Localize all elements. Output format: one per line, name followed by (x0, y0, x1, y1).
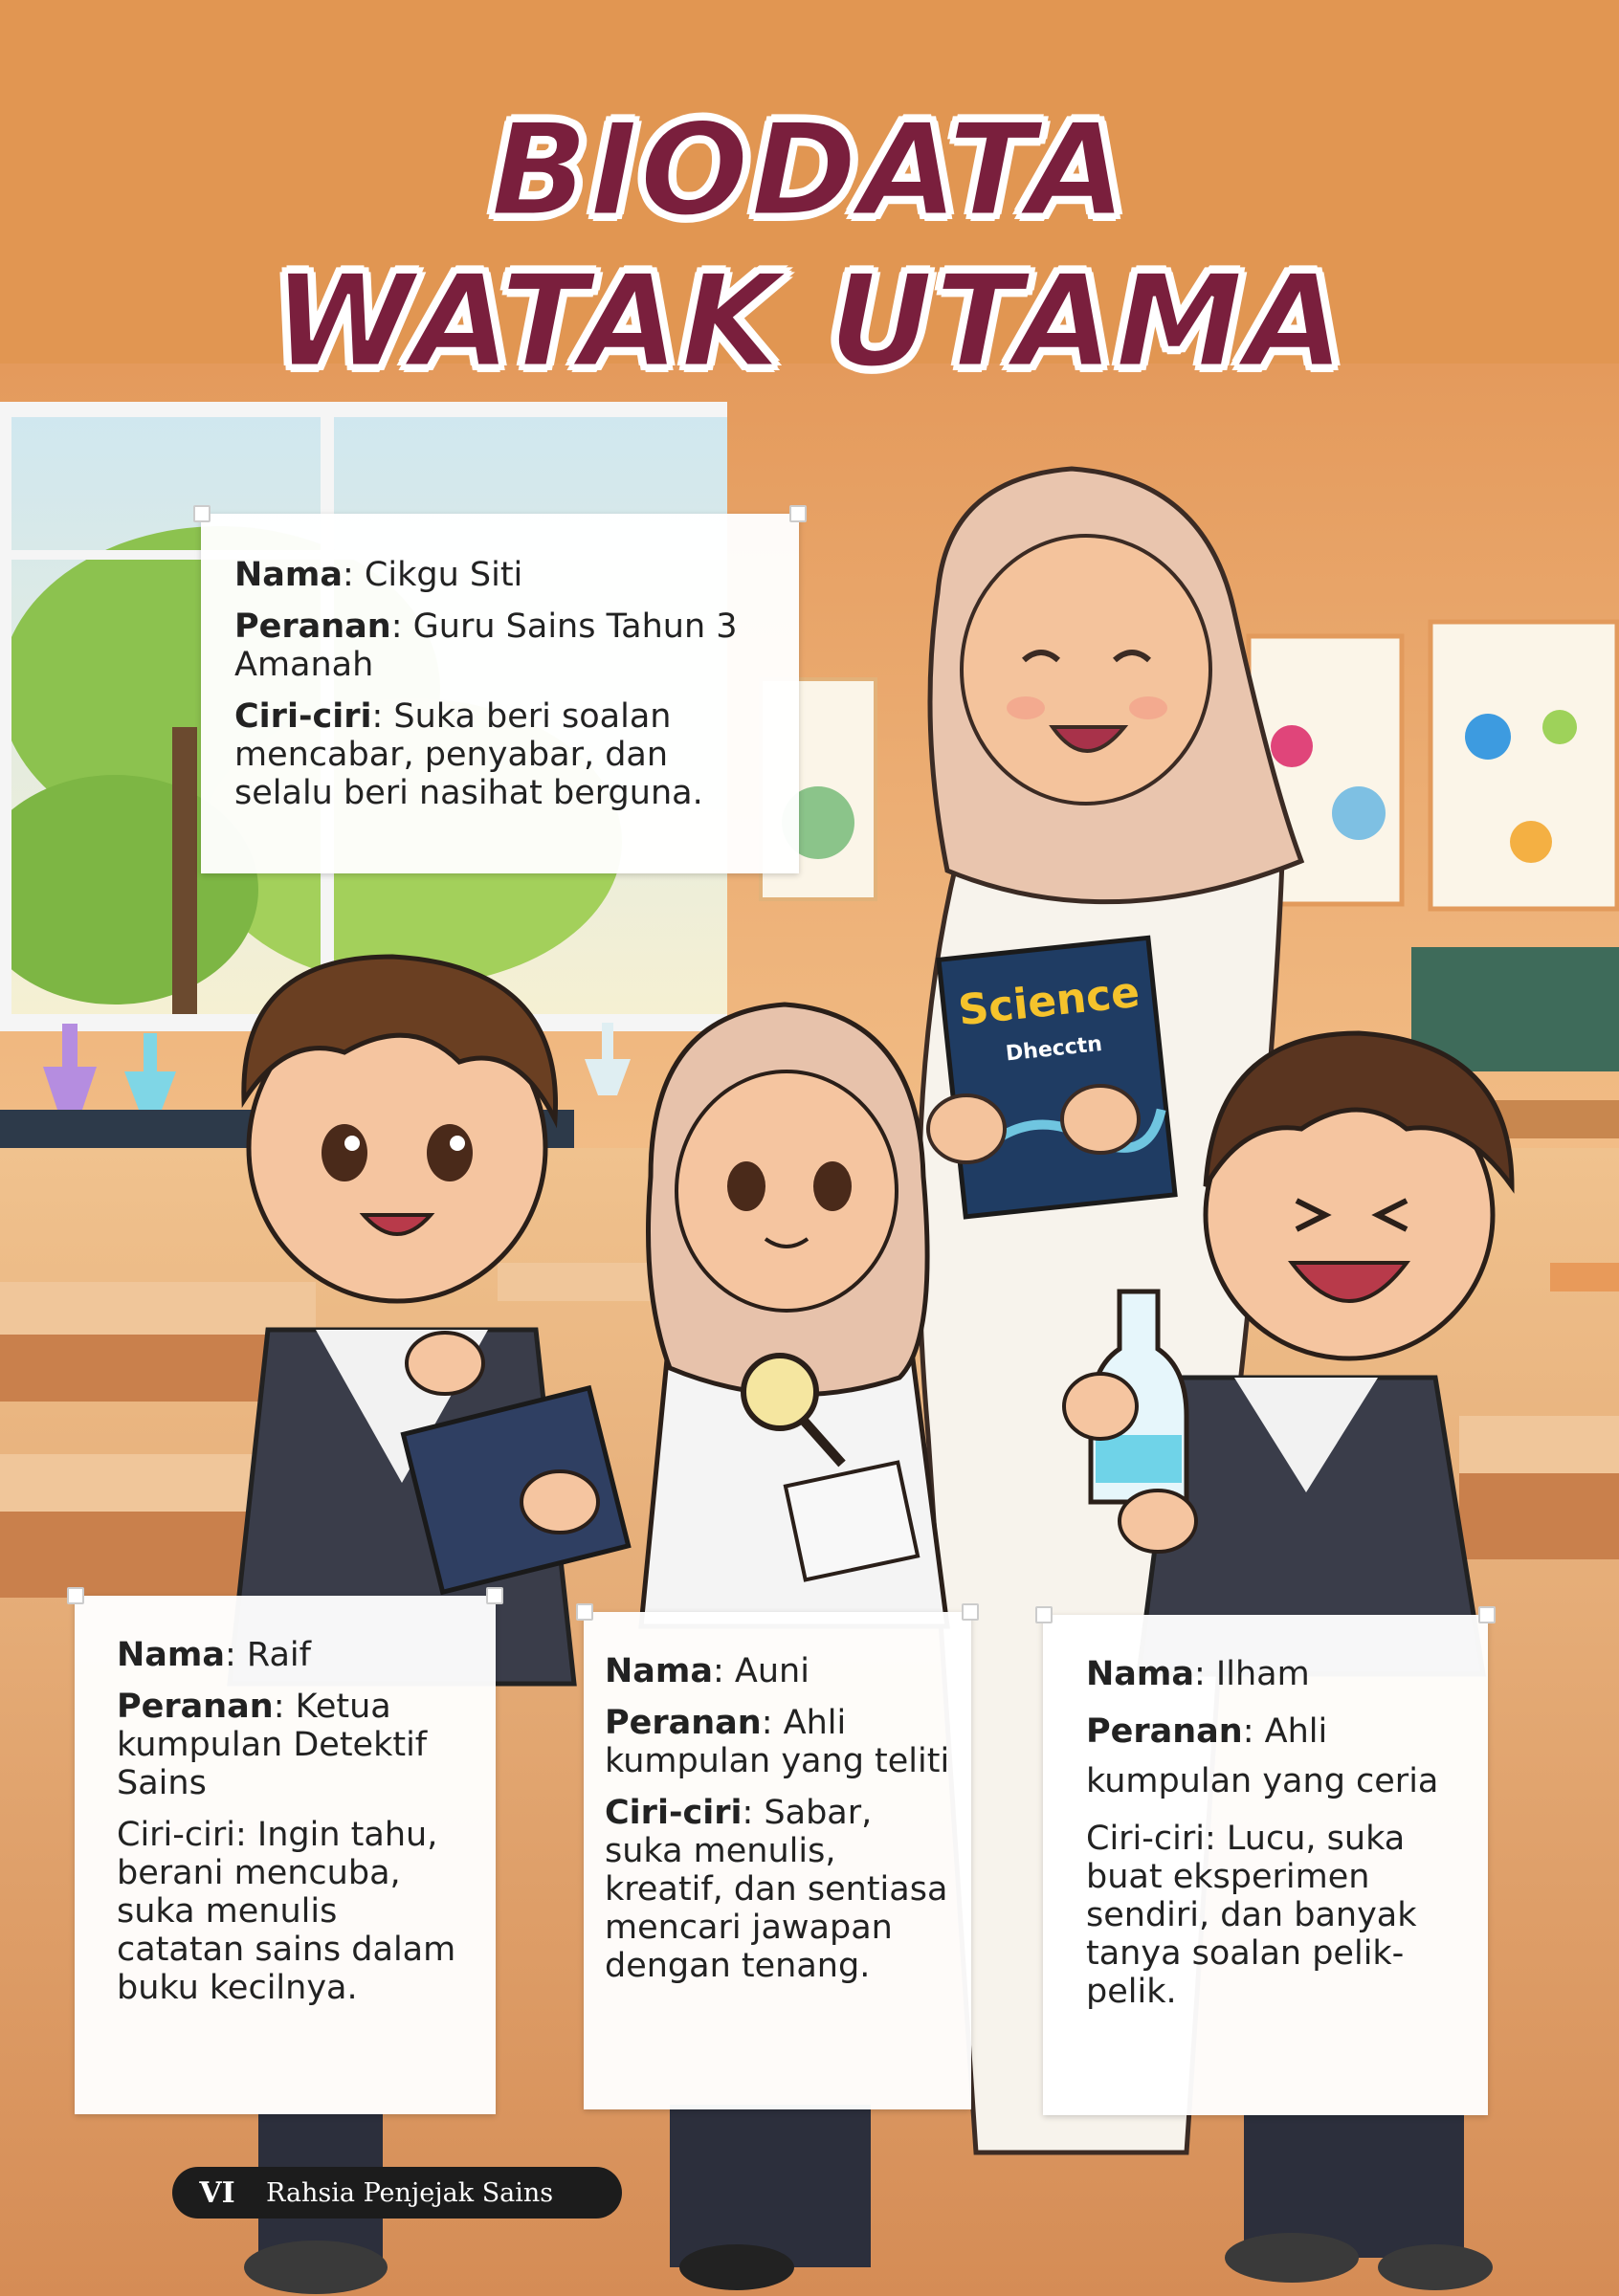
character-name: Auni (734, 1652, 810, 1690)
card-pin (576, 1603, 593, 1621)
traits-row: Ciri-ciri: Lucu, suka buat eksperimen sendiri, dan banyak tanya soalan pelik-pelik. (1086, 1820, 1417, 2011)
character-traits: Sabar, suka menulis, kreatif, dan sentiasa mencari jawapan dengan tenang. (605, 1794, 948, 1985)
name-label: Nama (1086, 1655, 1194, 1693)
character-role: Guru Sains Tahun 3 (412, 607, 738, 646)
character-role: Ketua kumpulan Detektif Sains (117, 1688, 428, 1802)
role-label: Peranan (1086, 1712, 1243, 1751)
page-title-line-2: WATAK UTAMA (273, 247, 1346, 396)
name-row: Nama: Ilham (1086, 1655, 1310, 1693)
role-label: Peranan (605, 1704, 762, 1742)
role-row: Peranan: Ahli kumpulan yang ceria (1086, 1712, 1439, 1800)
traits-label: Ciri-ciri (605, 1794, 743, 1832)
character-card-ilham (1043, 1615, 1488, 2115)
role-row: Peranan: Guru Sains Tahun 3 Amanah (234, 607, 738, 684)
character-traits: Ingin tahu, berani mencuba, suka menulis catatan sains dalam buku kecilnya. (117, 1816, 456, 2007)
character-traits: Lucu, suka buat eksperimen sendiri, dan banyak tanya soalan pelik-pelik. (1086, 1820, 1417, 2011)
character-name: Ilham (1215, 1655, 1310, 1693)
card-pin (67, 1587, 84, 1604)
traits-row: Ciri-ciri: Ingin tahu, berani mencuba, suka menulis catatan sains dalam buku kecilnya. (117, 1816, 456, 2007)
traits-label: Ciri-ciri (234, 697, 372, 736)
traits-row: Ciri-ciri: Sabar, suka menulis, kreatif, dan sentiasa mencari jawapan dengan tenang. (605, 1794, 948, 1985)
role-label: Peranan (234, 607, 391, 646)
name-row: Nama: Auni (605, 1652, 810, 1690)
character-card-auni (584, 1612, 971, 2109)
character-name: Raif (246, 1636, 311, 1674)
role-row: Peranan: Ahli kumpulan yang teliti (605, 1704, 950, 1780)
card-pin (1478, 1606, 1496, 1623)
name-row: Nama: Cikgu Siti (234, 556, 523, 594)
character-name: Cikgu Siti (364, 556, 523, 594)
role-row: Peranan: Ketua kumpulan Detektif Sains (117, 1688, 428, 1802)
character-role: Ahli kumpulan yang teliti (605, 1704, 950, 1780)
card-pin (1035, 1606, 1053, 1623)
character-traits: Suka beri soalan mencabar, penyabar, dan selalu beri nasihat berguna. (234, 697, 703, 812)
traits-label: Ciri-ciri (117, 1816, 235, 1854)
student-auni (641, 1004, 947, 1626)
book-subtitle: Dhecctn (1004, 1032, 1104, 1067)
character-card-raif (75, 1596, 496, 2114)
character-card-siti (201, 514, 799, 873)
card-pin (789, 505, 807, 522)
name-label: Nama (234, 556, 343, 594)
card-pin (486, 1587, 503, 1604)
card-pin (193, 505, 211, 522)
book-title: Science (956, 967, 1142, 1036)
name-label: Nama (605, 1652, 713, 1690)
traits-label: Ciri-ciri (1086, 1820, 1205, 1858)
character-role: Ahli kumpulan yang ceria (1086, 1712, 1439, 1800)
traits-row: Ciri-ciri: Suka beri soalan mencabar, penyabar, dan selalu beri nasihat berguna. (234, 697, 703, 812)
name-label: Nama (117, 1636, 225, 1674)
page-number: VI (199, 2176, 235, 2210)
page-title-line-1: BIODATA (490, 96, 1129, 245)
card-pin (962, 1603, 979, 1621)
name-row: Nama: Raif (117, 1636, 311, 1674)
role-label: Peranan (117, 1688, 274, 1726)
footer-book-title: Rahsia Penjejak Sains (266, 2178, 554, 2208)
character-role-extra: Amanah (234, 646, 374, 684)
